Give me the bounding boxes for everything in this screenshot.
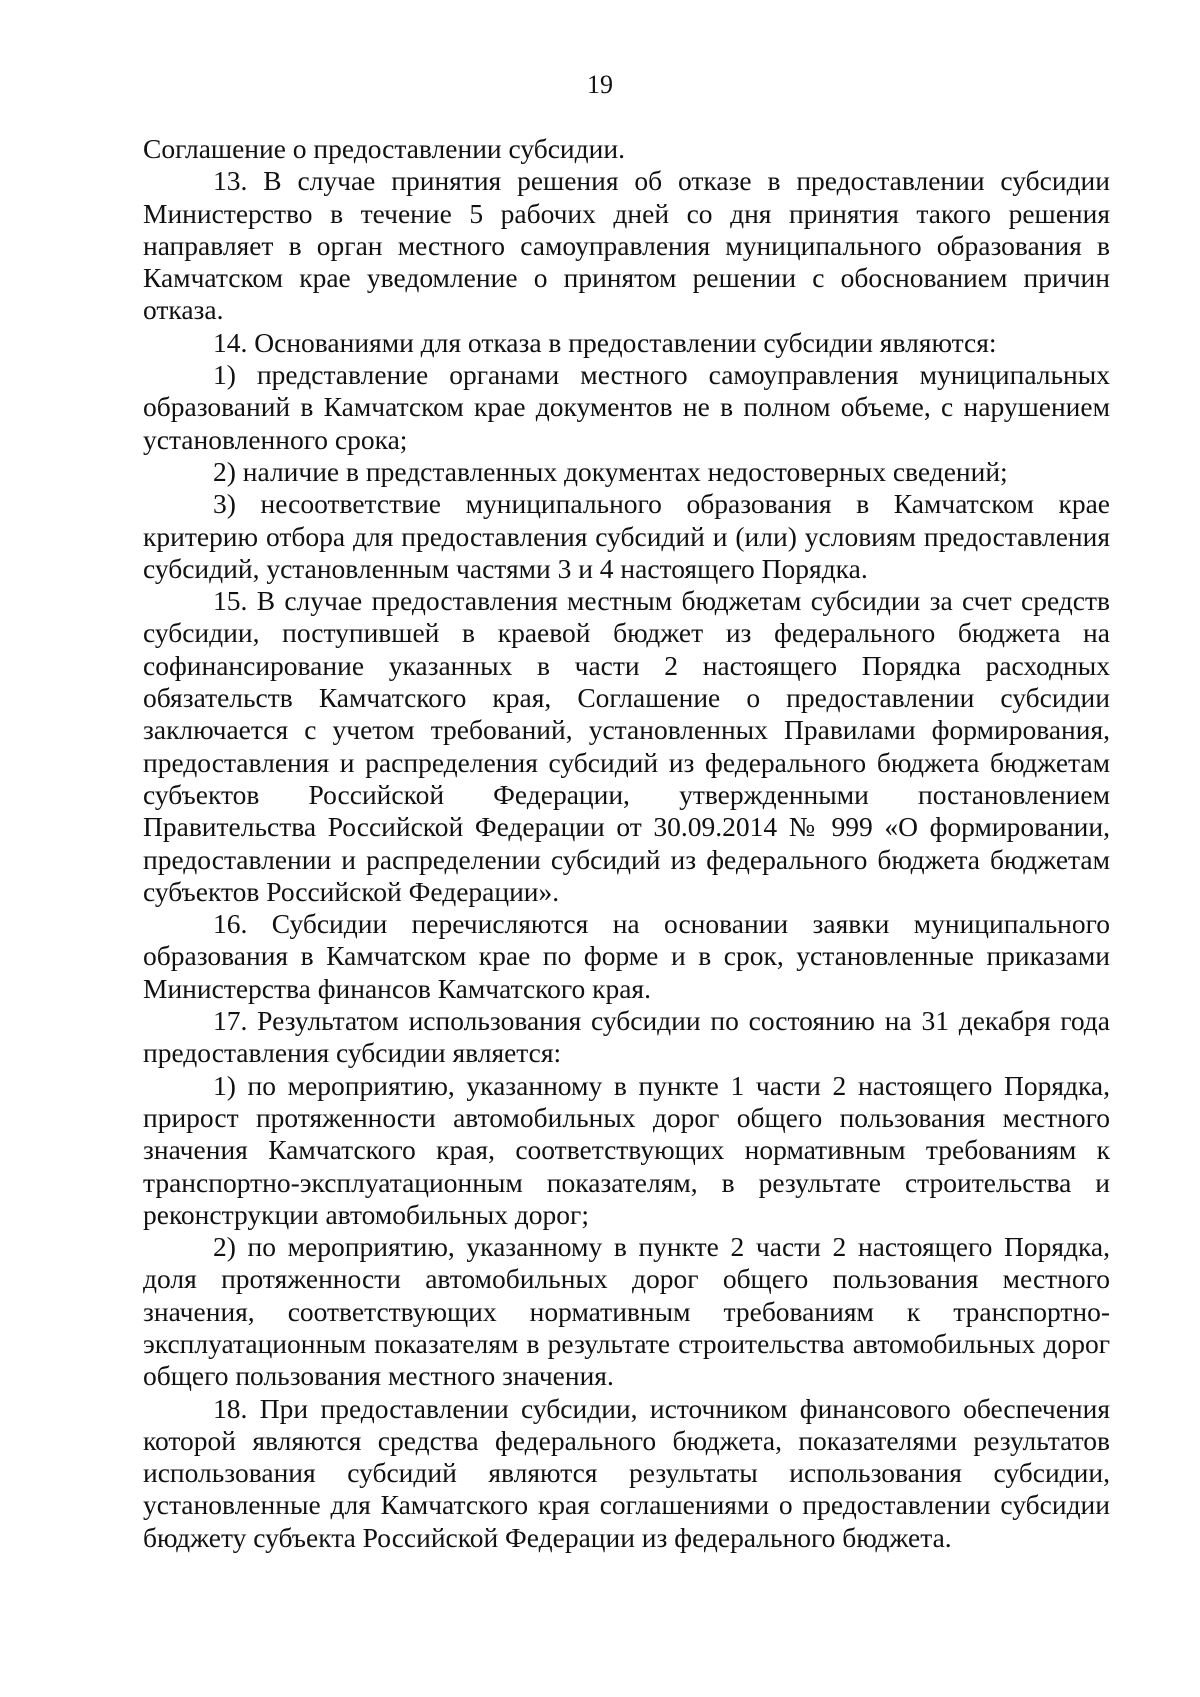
paragraph-17-item-1: 1) по мероприятию, указанному в пункте 1 части 2 настоящего Порядка, прирост протяженности автомобильных дорог общего пользования местного значения Камчатского края, соответствующих нормативным требованиям к транспортно-эксплуатационным показателям, в результате строительства и реконструкции автомобильных дорог; — [143, 1069, 1110, 1230]
paragraph-17-item-2: 2) по мероприятию, указанному в пункте 2 части 2 настоящего Порядка, доля протяженности автомобильных дорог общего пользования местного значения, соответствующих нормативным требованиям к транспортно-эксплуатационным показателям в результате строительства автомобильных дорог общего пользования местного значения. — [143, 1231, 1110, 1392]
paragraph-15: 15. В случае предоставления местным бюджетам субсидии за счет средств субсидии, поступившей в краевой бюджет из федерального бюджета на софинансирование указанных в части 2 настоящего Порядка расходных обязательств Камчатского края, Соглашение о предоставлении субсидии заключается с учетом требований, установленных Правилами формирования, предоставления и распределения субсидий из федерального бюджета бюджетам субъектов Российской Федерации, утвержденными постановлением Правительства Российской Федерации от 30.09.2014 № 999 «О формировании, предоставлении и распределении субсидий из федерального бюджета бюджетам субъектов Российской Федерации». — [143, 585, 1110, 907]
page-number: 19 — [587, 70, 613, 99]
paragraph-14-item-1: 1) представление органами местного самоуправления муниципальных образований в Камчатском крае документов не в полном объеме, с нарушением установленного срока; — [143, 359, 1110, 455]
paragraph-14: 14. Основаниями для отказа в предоставлении субсидии являются: — [213, 326, 997, 358]
paragraph-14-item-3: 3) несоответствие муниципального образования в Камчатском крае критерию отбора для предоставления субсидий и (или) условиям предоставления субсидий, установленным частями 3 и 4 настоящего Порядка. — [143, 488, 1110, 584]
document-body — [143, 133, 1110, 1554]
paragraph-16: 16. Субсидии перечисляются на основании заявки муниципального образования в Камчатском крае по форме и в срок, установленные приказами Министерства финансов Камчатского края. — [143, 908, 1110, 1004]
paragraph-13: 13. В случае принятия решения об отказе в предоставлении субсидии Министерство в течение 5 рабочих дней со дня принятия такого решения направляет в орган местного самоуправления муниципального образования в Камчатском крае уведомление о принятом решении с обоснованием причин отказа. — [143, 165, 1110, 326]
paragraph-17: 17. Результатом использования субсидии по состоянию на 31 декабря года предоставления субсидии является: — [143, 1005, 1110, 1069]
paragraph-14-item-2: 2) наличие в представленных документах недостоверных сведений; — [213, 455, 1008, 487]
paragraph-continuation: Соглашение о предоставлении субсидии. — [143, 133, 625, 164]
paragraph-18: 18. При предоставлении субсидии, источником финансового обеспечения которой являются средства федерального бюджета, показателями результатов использования субсидий являются результаты использования субсидии, установленные для Камчатского края соглашениями о предоставлении субсидии бюджету субъекта Российской Федерации из федерального бюджета. — [143, 1392, 1110, 1553]
